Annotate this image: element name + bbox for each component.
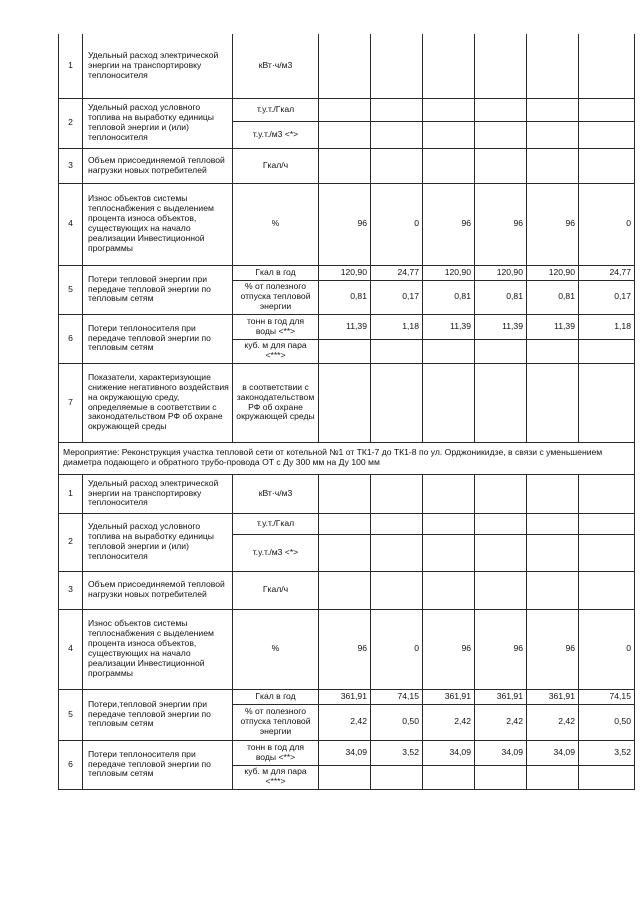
value-cell: 0,50 (371, 704, 423, 740)
unit-cell: % от полезного отпуска тепловой энергии (233, 704, 319, 740)
indicator-name: Объем присоединяемой тепловой нагрузки новых потребителей (83, 148, 233, 183)
value-cell: 96 (475, 183, 527, 265)
value-cell: 2,42 (423, 704, 475, 740)
event-description: Мероприятие: Реконструкция участка тепловой сети от котельной №1 от ТК1-7 до ТК1-8 по ул. Орджоникидзе, в связи с уменьшением диаметра подающего и обратного трубо-провода ОТ с Ду 300 мм на Ду 100 мм (59, 442, 635, 474)
value-cell: 120,90 (527, 265, 579, 280)
unit-cell: Гкал/ч (233, 148, 319, 183)
value-cell (371, 571, 423, 609)
value-cell: 0,50 (579, 704, 635, 740)
value-cell (475, 363, 527, 442)
value-cell (423, 121, 475, 148)
indicator-name: Потери тепловой энергии при передаче тепловой энергии по тепловым сетям (83, 265, 233, 314)
value-cell: 11,39 (423, 314, 475, 339)
value-cell (319, 363, 371, 442)
value-cell (527, 474, 579, 513)
value-cell: 96 (423, 183, 475, 265)
value-cell (527, 534, 579, 571)
value-cell (579, 571, 635, 609)
indicators-table-body (59, 34, 635, 789)
value-cell: 120,90 (475, 265, 527, 280)
unit-cell: % (233, 609, 319, 689)
value-cell (371, 765, 423, 789)
indicator-name: Потери теплоносителя при передаче тепловой энергии по тепловым сетям (83, 314, 233, 363)
value-cell: 0,81 (319, 280, 371, 314)
value-cell (527, 98, 579, 121)
value-cell: 2,42 (527, 704, 579, 740)
indicator-name: Износ объектов системы теплоснабжения с выделением процента износа объектов, существующих на начало реализации Инвестиционной программы (83, 609, 233, 689)
value-cell (423, 513, 475, 534)
row-number: 2 (59, 98, 83, 148)
unit-cell: т.у.т./м3 <*> (233, 121, 319, 148)
table-row (59, 689, 635, 704)
event-row (59, 442, 635, 474)
value-cell: 0,81 (527, 280, 579, 314)
unit-cell: тонн в год для воды <**> (233, 314, 319, 339)
row-number: 1 (59, 34, 83, 98)
indicator-name: Удельный расход электрической энергии на транспортировку теплоносителя (83, 474, 233, 513)
value-cell (319, 534, 371, 571)
value-cell (475, 339, 527, 363)
row-number: 1 (59, 474, 83, 513)
unit-cell: т.у.т./Гкал (233, 98, 319, 121)
value-cell (423, 363, 475, 442)
value-cell (475, 148, 527, 183)
value-cell (371, 98, 423, 121)
value-cell (579, 34, 635, 98)
value-cell (579, 98, 635, 121)
value-cell (475, 474, 527, 513)
value-cell: 0,81 (423, 280, 475, 314)
value-cell (371, 148, 423, 183)
value-cell (319, 34, 371, 98)
unit-cell: т.у.т./м3 <*> (233, 534, 319, 571)
indicator-name: Удельный расход электрической энергии на транспортировку теплоносителя (83, 34, 233, 98)
value-cell: 96 (527, 183, 579, 265)
indicator-name: Потери теплоносителя при передаче тепловой энергии по тепловым сетям (83, 740, 233, 789)
value-cell (371, 474, 423, 513)
table-row (59, 609, 635, 689)
value-cell (319, 571, 371, 609)
value-cell: 74,15 (579, 689, 635, 704)
unit-cell: Гкал в год (233, 265, 319, 280)
unit-cell: куб. м для пара <***> (233, 339, 319, 363)
row-number: 6 (59, 740, 83, 789)
value-cell (371, 339, 423, 363)
value-cell (475, 765, 527, 789)
value-cell (423, 98, 475, 121)
table-row (59, 265, 635, 280)
unit-cell: куб. м для пара <***> (233, 765, 319, 789)
table-row (59, 183, 635, 265)
indicator-name: Удельный расход условного топлива на выработку единицы тепловой энергии и (или) теплоносителя (83, 98, 233, 148)
value-cell: 96 (319, 183, 371, 265)
value-cell (579, 339, 635, 363)
unit-cell: % от полезного отпуска тепловой энергии (233, 280, 319, 314)
value-cell (371, 513, 423, 534)
value-cell (423, 148, 475, 183)
value-cell: 0 (579, 183, 635, 265)
value-cell: 34,09 (319, 740, 371, 765)
value-cell (527, 765, 579, 789)
indicator-name: Потери,тепловой энергии при передаче тепловой энергии по тепловым сетям (83, 689, 233, 740)
value-cell (319, 148, 371, 183)
value-cell (579, 474, 635, 513)
value-cell: 0,17 (371, 280, 423, 314)
value-cell (319, 513, 371, 534)
indicator-name: Износ объектов системы теплоснабжения с выделением процента износа объектов, существующих на начало реализации Инвестиционной программы (83, 183, 233, 265)
value-cell (475, 534, 527, 571)
row-number: 4 (59, 609, 83, 689)
table-row (59, 513, 635, 534)
row-number: 5 (59, 689, 83, 740)
value-cell (319, 339, 371, 363)
table-row (59, 98, 635, 121)
value-cell (371, 534, 423, 571)
value-cell (527, 148, 579, 183)
value-cell (527, 513, 579, 534)
value-cell: 361,91 (475, 689, 527, 704)
value-cell: 34,09 (527, 740, 579, 765)
value-cell: 11,39 (319, 314, 371, 339)
unit-cell: кВт·ч/м3 (233, 474, 319, 513)
value-cell (579, 534, 635, 571)
table-row (59, 34, 635, 98)
value-cell: 24,77 (371, 265, 423, 280)
unit-cell: кВт·ч/м3 (233, 34, 319, 98)
value-cell (475, 98, 527, 121)
value-cell: 361,91 (319, 689, 371, 704)
value-cell: 11,39 (527, 314, 579, 339)
value-cell (319, 765, 371, 789)
value-cell: 0,81 (475, 280, 527, 314)
value-cell (371, 121, 423, 148)
indicators-table (58, 34, 635, 790)
value-cell: 96 (475, 609, 527, 689)
row-number: 3 (59, 571, 83, 609)
unit-cell: % (233, 183, 319, 265)
value-cell: 2,42 (475, 704, 527, 740)
value-cell (319, 474, 371, 513)
value-cell: 34,09 (423, 740, 475, 765)
value-cell: 96 (423, 609, 475, 689)
value-cell (423, 34, 475, 98)
value-cell (527, 121, 579, 148)
value-cell (527, 34, 579, 98)
value-cell: 74,15 (371, 689, 423, 704)
value-cell: 96 (527, 609, 579, 689)
value-cell: 361,91 (527, 689, 579, 704)
value-cell (527, 339, 579, 363)
table-row (59, 314, 635, 339)
value-cell: 0 (579, 609, 635, 689)
indicator-name: Удельный расход условного топлива на выработку единицы тепловой энергии и (или) теплоносителя (83, 513, 233, 571)
table-row (59, 148, 635, 183)
value-cell: 120,90 (319, 265, 371, 280)
value-cell: 0 (371, 609, 423, 689)
value-cell: 361,91 (423, 689, 475, 704)
table-row (59, 474, 635, 513)
value-cell (579, 363, 635, 442)
value-cell (579, 148, 635, 183)
row-number: 6 (59, 314, 83, 363)
unit-cell: в соответствии с законодательством РФ об охране окружающей среды (233, 363, 319, 442)
row-number: 7 (59, 363, 83, 442)
table-row (59, 571, 635, 609)
indicator-name: Показатели, характеризующие снижение негативного воздействия на окружающую среду, определяемые в соответствии с законодательством РФ об охране окружающей среды (83, 363, 233, 442)
value-cell (371, 363, 423, 442)
row-number: 4 (59, 183, 83, 265)
value-cell (579, 513, 635, 534)
value-cell: 96 (319, 609, 371, 689)
row-number: 2 (59, 513, 83, 571)
value-cell (423, 765, 475, 789)
value-cell (423, 534, 475, 571)
indicator-name: Объем присоединяемой тепловой нагрузки новых потребителей (83, 571, 233, 609)
value-cell (527, 571, 579, 609)
row-number: 5 (59, 265, 83, 314)
value-cell: 24,77 (579, 265, 635, 280)
value-cell: 3,52 (371, 740, 423, 765)
table-row (59, 740, 635, 765)
table-row (59, 363, 635, 442)
value-cell (579, 121, 635, 148)
value-cell (475, 571, 527, 609)
unit-cell: т.у.т./Гкал (233, 513, 319, 534)
value-cell (371, 34, 423, 98)
value-cell: 3,52 (579, 740, 635, 765)
row-number: 3 (59, 148, 83, 183)
value-cell: 0,17 (579, 280, 635, 314)
value-cell (423, 339, 475, 363)
value-cell (475, 34, 527, 98)
value-cell: 34,09 (475, 740, 527, 765)
value-cell: 11,39 (475, 314, 527, 339)
value-cell: 2,42 (319, 704, 371, 740)
unit-cell: тонн в год для воды <**> (233, 740, 319, 765)
unit-cell: Гкал в год (233, 689, 319, 704)
value-cell: 1,18 (371, 314, 423, 339)
value-cell (423, 474, 475, 513)
value-cell: 0 (371, 183, 423, 265)
value-cell (579, 765, 635, 789)
value-cell (475, 121, 527, 148)
value-cell (319, 98, 371, 121)
value-cell (319, 121, 371, 148)
value-cell (423, 571, 475, 609)
value-cell: 1,18 (579, 314, 635, 339)
value-cell (475, 513, 527, 534)
value-cell: 120,90 (423, 265, 475, 280)
unit-cell: Гкал/ч (233, 571, 319, 609)
value-cell (527, 363, 579, 442)
